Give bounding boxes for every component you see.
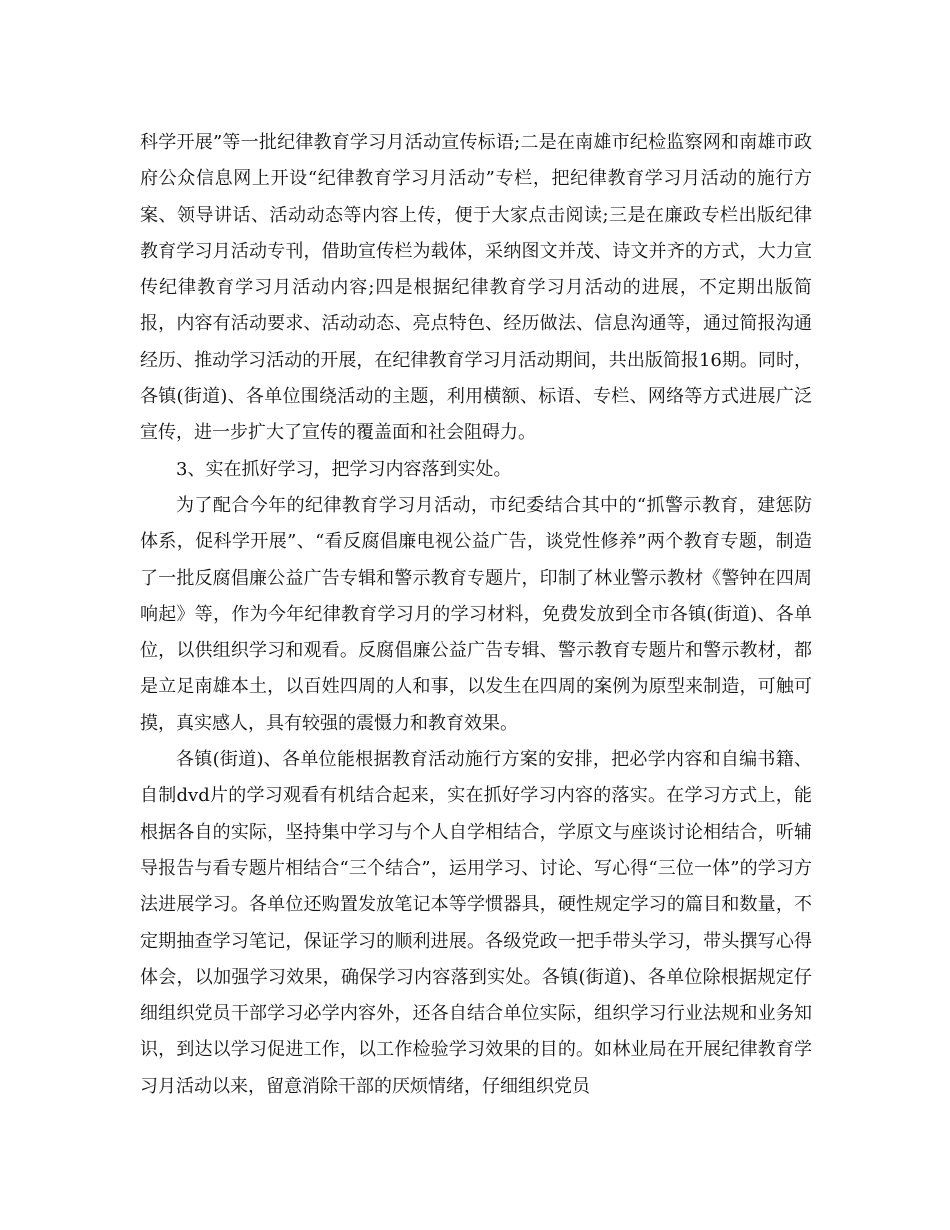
paragraph: 为了配合今年的纪律教育学习月活动，市纪委结合其中的“抓警示教育，建惩防体系，促科学开展”、“看反腐倡廉电视公益广告，谈党性修养”两个教育专题，制造了一批反腐倡廉公益广告专辑和警示教育专题片，印制了林业警示教材《警钟在四周响起》等，作为今年纪律教育学习月的学习材料，免费发放到全市各镇(街道)、各单位，以供组织学习和观看。反腐倡廉公益广告专辑、警示教育专题片和警示教材，都是立足南雄本土，以百姓四周的人和事，以发生在四周的案例为原型来制造，可触可摸，真实感人，具有较强的震慑力和教育效果。 <box>140 494 812 734</box>
section-heading: 3、实在抓好学习，把学习内容落到实处。 <box>176 458 512 480</box>
paragraph-continued: 科学开展”等一批纪律教育学习月活动宣传标语;二是在南雄市纪检监察网和南雄市政府公众信息网上开设“纪律教育学习月活动”专栏，把纪律教育学习月活动的施行方案、领导讲话、活动动态等内容上传，便于大家点击阅读;三是在廉政专栏出版纪律教育学习月活动专刊，借助宣传栏为载体，采纳图文并茂、诗文并齐的方式，大力宣传纪律教育学习月活动内容;四是根据纪律教育学习月活动的进展，不定期出版简报，内容有活动要求、活动动态、亮点特色、经历做法、信息沟通等，通过简报沟通经历、推动学习活动的开展，在纪律教育学习月活动期间，共出版简报16期。同时，各镇(街道)、各单位围绕活动的主题，利用横额、标语、专栏、网络等方式进展广泛宣传，进一步扩大了宣传的覆盖面和社会阻碍力。 <box>140 132 812 444</box>
paragraph: 各镇(街道)、各单位能根据教育活动施行方案的安排，把必学内容和自编书籍、自制dvd片的学习观看有机结合起来，实在抓好学习内容的落实。在学习方式上，能根据各自的实际，坚持集中学习与个人自学相结合，学原文与座谈讨论相结合，听辅导报告与看专题片相结合“三个结合”，运用学习、讨论、写心得“三位一体”的学习方法进展学习。各单位还购置发放笔记本等学惯器具，硬性规定学习的篇目和数量，不定期抽查学习笔记，保证学习的顺利进展。各级党政一把手带头学习，带头撰写心得体会，以加强学习效果，确保学习内容落到实处。各镇(街道)、各单位除根据规定仔细组织党员干部学习必学内容外，还各自结合单位实际，组织学习行业法规和业务知识，到达以学习促进工作，以工作检验学习效果的目的。如林业局在开展纪律教育学习月活动以来，留意消除干部的厌烦情绪，仔细组织党员 <box>140 749 812 1097</box>
document-body <box>140 125 812 1105</box>
